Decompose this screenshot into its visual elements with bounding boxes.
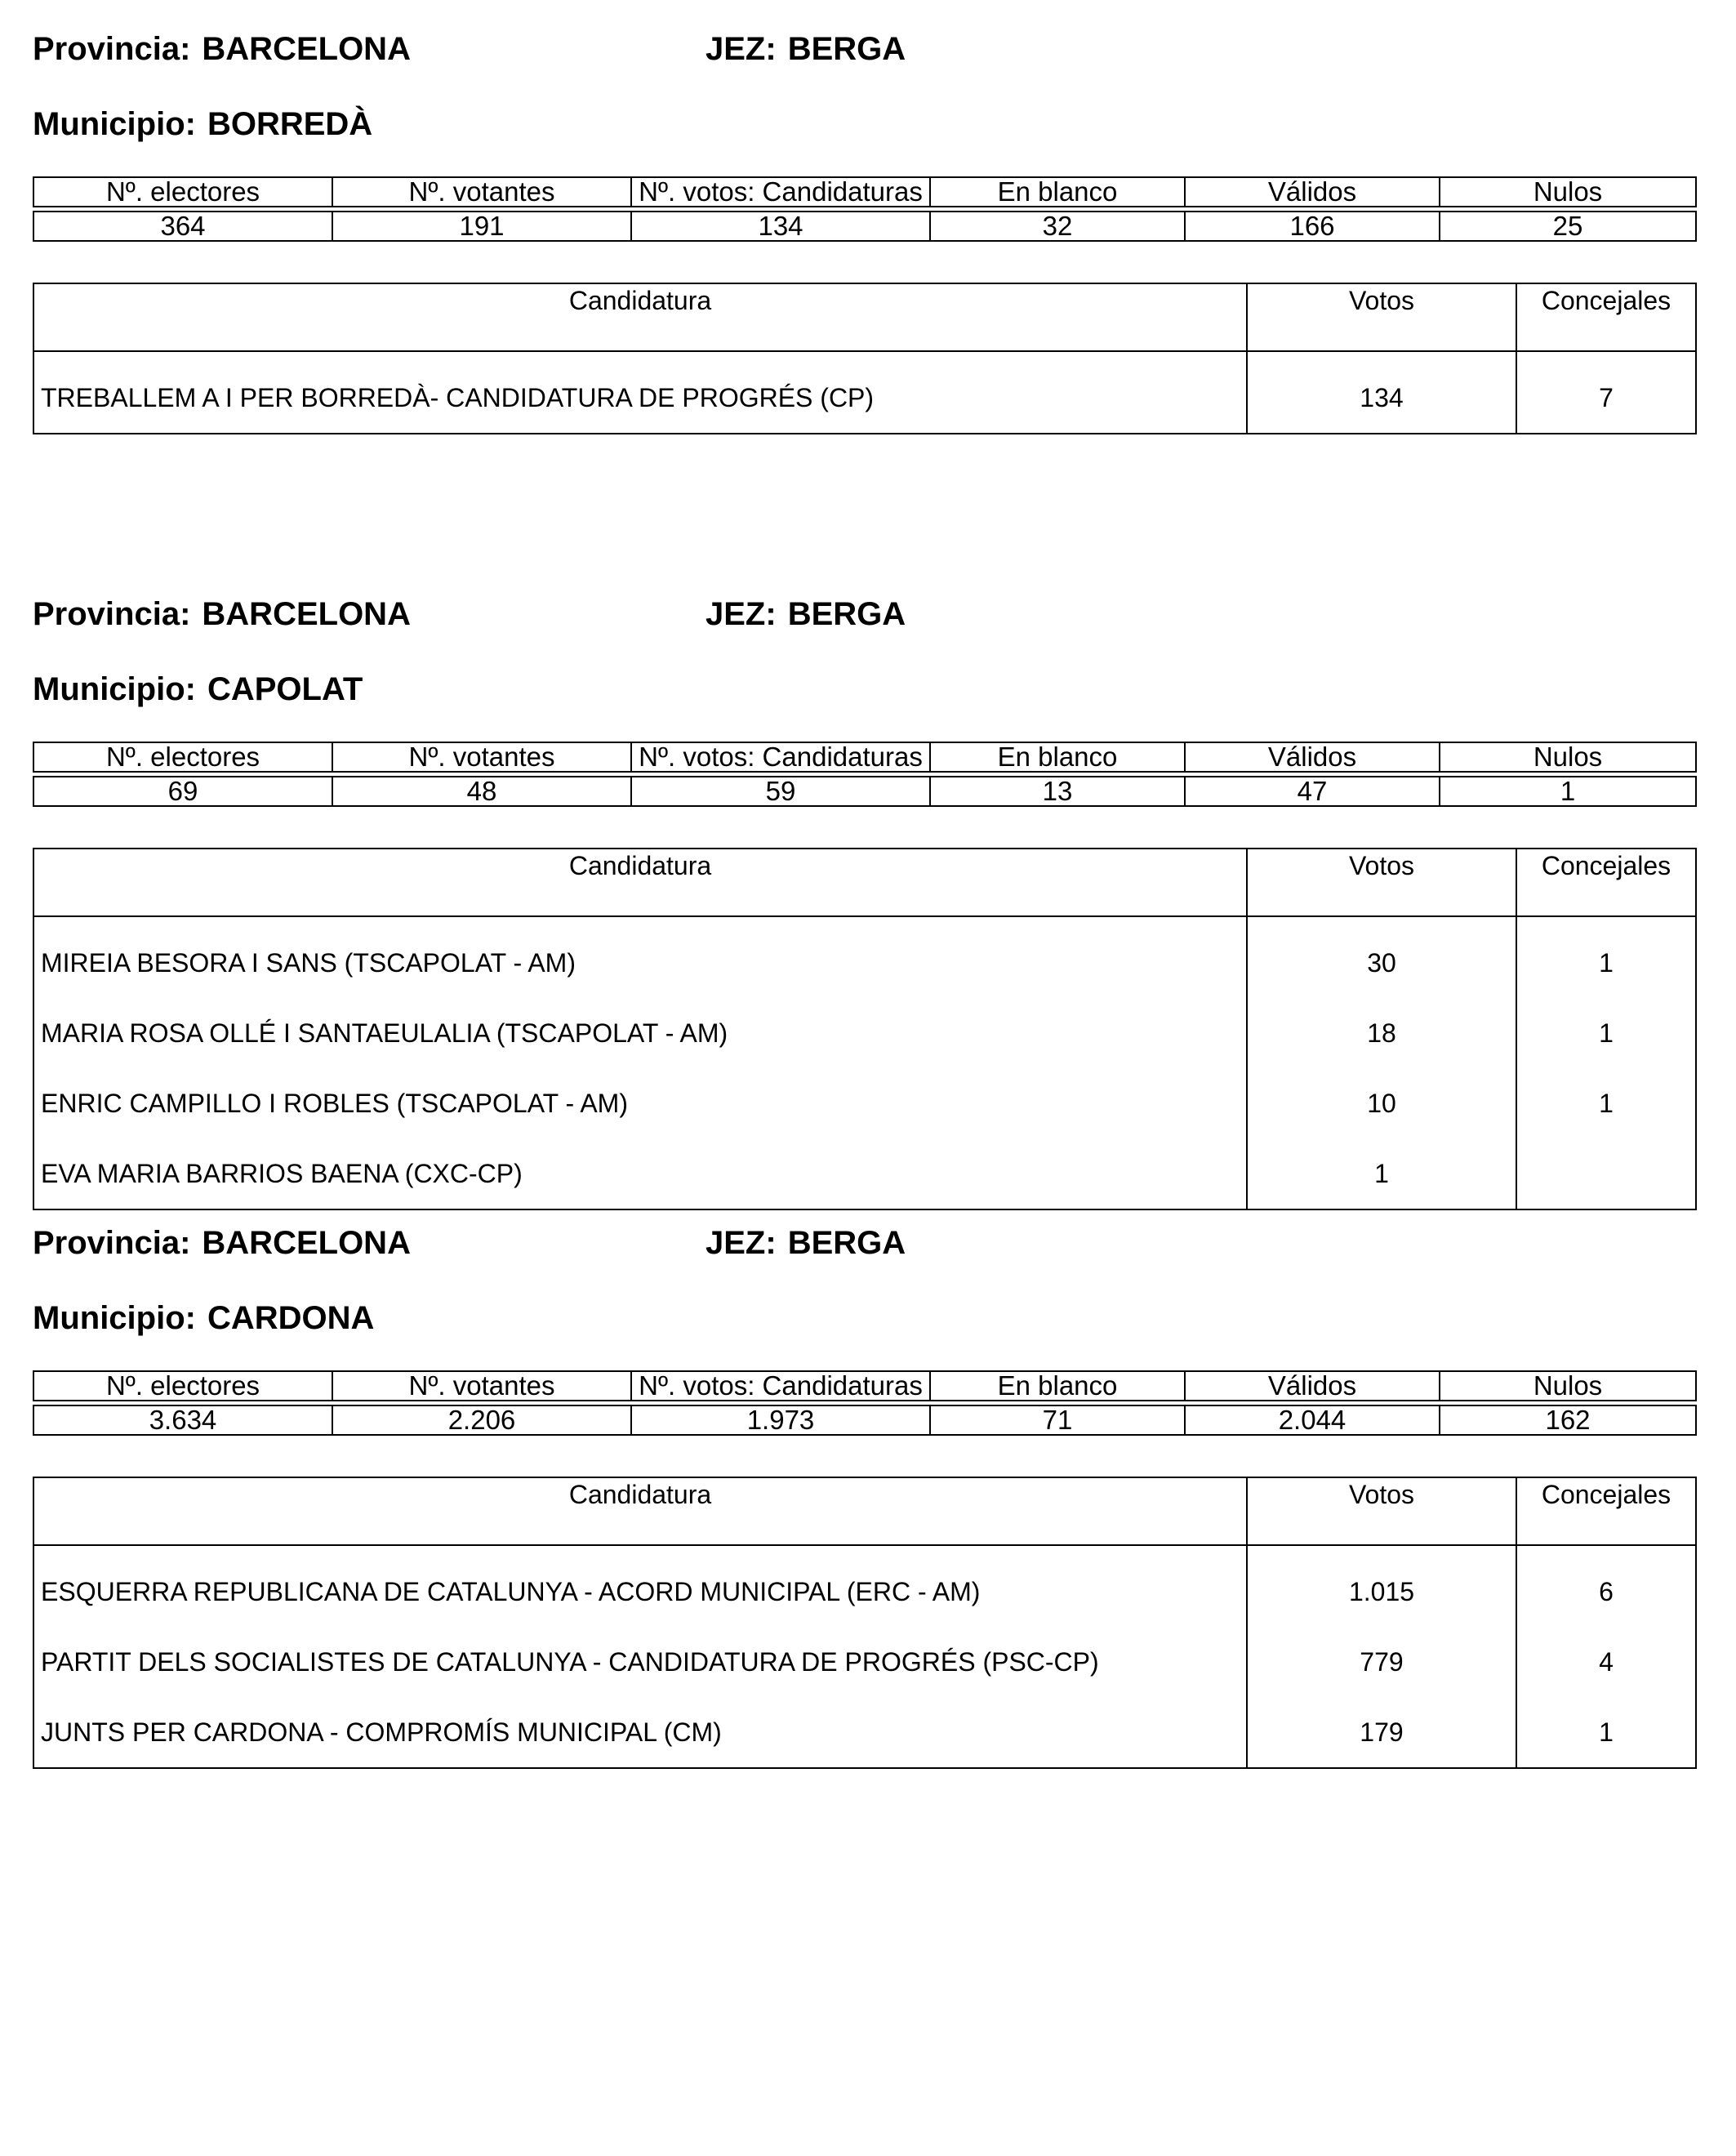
summary-value-row [33,212,1696,241]
header-concejales: Concejales [1516,849,1696,916]
provincia-value: BARCELONA [202,31,411,67]
candidate-name: PARTIT DELS SOCIALISTES DE CATALUNYA - CANDIDATURA DE PROGRÉS (PSC-CP) [33,1627,1247,1697]
jez-label: JEZ: [706,1225,777,1261]
jez-line [706,29,906,69]
candidate-votos: 30 [1247,916,1516,998]
value-electores: 69 [33,777,332,806]
provincia-line [33,595,411,634]
summary-value-row [33,1405,1696,1435]
header-votantes: Nº. votantes [332,742,631,772]
header-concejales: Concejales [1516,283,1696,351]
summary-header-row [33,1371,1696,1401]
header-nulos: Nulos [1440,1371,1696,1401]
header-electores: Nº. electores [33,177,332,207]
section-borreda [33,29,1695,421]
candidate-row [33,1138,1696,1209]
municipio-label: Municipio: [33,1300,196,1336]
jez-value: BERGA [787,596,906,632]
header-candidatura: Candidatura [33,1477,1247,1545]
summary-table [33,1370,1697,1436]
candidate-concejales: 4 [1516,1627,1696,1697]
candidate-votos: 1 [1247,1138,1516,1209]
value-en-blanco: 13 [930,777,1185,806]
jez-value: BERGA [787,1225,906,1261]
header-votos: Votos [1247,283,1516,351]
value-votantes: 48 [332,777,631,806]
candidate-name: MIREIA BESORA I SANS (TSCAPOLAT - AM) [33,916,1247,998]
header-votos: Votos [1247,849,1516,916]
candidates-header-row [33,283,1696,351]
candidate-concejales: 1 [1516,1068,1696,1138]
value-electores: 3.634 [33,1405,332,1435]
value-votantes: 191 [332,212,631,241]
candidate-votos: 10 [1247,1068,1516,1138]
summary-value-row [33,777,1696,806]
candidate-name: JUNTS PER CARDONA - COMPROMÍS MUNICIPAL (CM) [33,1697,1247,1768]
header-en-blanco: En blanco [930,177,1185,207]
jez-label: JEZ: [706,31,777,67]
candidate-name: EVA MARIA BARRIOS BAENA (CXC-CP) [33,1138,1247,1209]
value-validos: 2.044 [1185,1405,1440,1435]
provincia-label: Provincia: [33,596,191,632]
candidates-header-row [33,849,1696,916]
candidate-concejales [1516,1138,1696,1209]
candidate-row [33,998,1696,1068]
candidates-table [33,848,1697,1210]
value-validos: 47 [1185,777,1440,806]
municipio-label: Municipio: [33,671,196,707]
value-validos: 166 [1185,212,1440,241]
jez-value: BERGA [787,31,906,67]
candidate-row [33,1697,1696,1768]
candidates-table [33,1477,1697,1769]
candidate-name: ESQUERRA REPUBLICANA DE CATALUNYA - ACORD MUNICIPAL (ERC - AM) [33,1545,1247,1627]
candidate-votos: 18 [1247,998,1516,1068]
header-candidatura: Candidatura [33,849,1247,916]
candidate-votos: 179 [1247,1697,1516,1768]
value-nulos: 162 [1440,1405,1696,1435]
candidate-concejales: 6 [1516,1545,1696,1627]
candidate-name: ENRIC CAMPILLO I ROBLES (TSCAPOLAT - AM) [33,1068,1247,1138]
header-nulos: Nulos [1440,177,1696,207]
provincia-value: BARCELONA [202,596,411,632]
header-votantes: Nº. votantes [332,177,631,207]
provincia-value: BARCELONA [202,1225,411,1261]
candidates-header-row [33,1477,1696,1545]
candidate-row [33,1627,1696,1697]
value-votantes: 2.206 [332,1405,631,1435]
candidate-concejales: 1 [1516,998,1696,1068]
summary-header-row [33,177,1696,207]
header-electores: Nº. electores [33,1371,332,1401]
header-en-blanco: En blanco [930,1371,1185,1401]
value-en-blanco: 32 [930,212,1185,241]
value-votos-candidaturas: 134 [631,212,930,241]
header-votos-candidaturas: Nº. votos: Candidaturas [631,742,930,772]
header-votantes: Nº. votantes [332,1371,631,1401]
municipio-value: CAPOLAT [207,671,363,707]
candidate-name: MARIA ROSA OLLÉ I SANTAEULALIA (TSCAPOLAT - AM) [33,998,1247,1068]
value-nulos: 1 [1440,777,1696,806]
provincia-line [33,29,411,69]
candidate-row [33,1545,1696,1627]
value-electores: 364 [33,212,332,241]
header-candidatura: Candidatura [33,283,1247,351]
summary-header-row [33,742,1696,772]
candidate-concejales: 1 [1516,1697,1696,1768]
header-en-blanco: En blanco [930,742,1185,772]
candidate-name: TREBALLEM A I PER BORREDÀ- CANDIDATURA DE PROGRÉS (CP) [33,351,1247,434]
candidate-row [33,916,1696,998]
jez-line [706,1223,906,1263]
municipio-line [33,1298,374,1338]
value-votos-candidaturas: 59 [631,777,930,806]
header-concejales: Concejales [1516,1477,1696,1545]
candidate-concejales: 7 [1516,351,1696,434]
header-validos: Válidos [1185,742,1440,772]
header-electores: Nº. electores [33,742,332,772]
value-votos-candidaturas: 1.973 [631,1405,930,1435]
candidate-votos: 1.015 [1247,1545,1516,1627]
header-validos: Válidos [1185,177,1440,207]
candidate-concejales: 1 [1516,916,1696,998]
header-validos: Válidos [1185,1371,1440,1401]
summary-table [33,176,1697,242]
candidate-votos: 779 [1247,1627,1516,1697]
jez-label: JEZ: [706,596,777,632]
header-votos: Votos [1247,1477,1516,1545]
provincia-line [33,1223,411,1263]
provincia-label: Provincia: [33,31,191,67]
municipio-line [33,670,363,709]
candidates-table [33,283,1697,434]
section-capolat [33,595,1695,1207]
header-votos-candidaturas: Nº. votos: Candidaturas [631,1371,930,1401]
value-en-blanco: 71 [930,1405,1185,1435]
municipio-line [33,105,372,144]
header-nulos: Nulos [1440,742,1696,772]
municipio-value: BORREDÀ [207,106,373,142]
jez-line [706,595,906,634]
municipio-label: Municipio: [33,106,196,142]
candidate-row [33,1068,1696,1138]
municipio-value: CARDONA [207,1300,375,1336]
value-nulos: 25 [1440,212,1696,241]
provincia-label: Provincia: [33,1225,191,1261]
candidate-votos: 134 [1247,351,1516,434]
header-votos-candidaturas: Nº. votos: Candidaturas [631,177,930,207]
section-cardona [33,1223,1695,1762]
summary-table [33,742,1697,807]
candidate-row [33,351,1696,434]
